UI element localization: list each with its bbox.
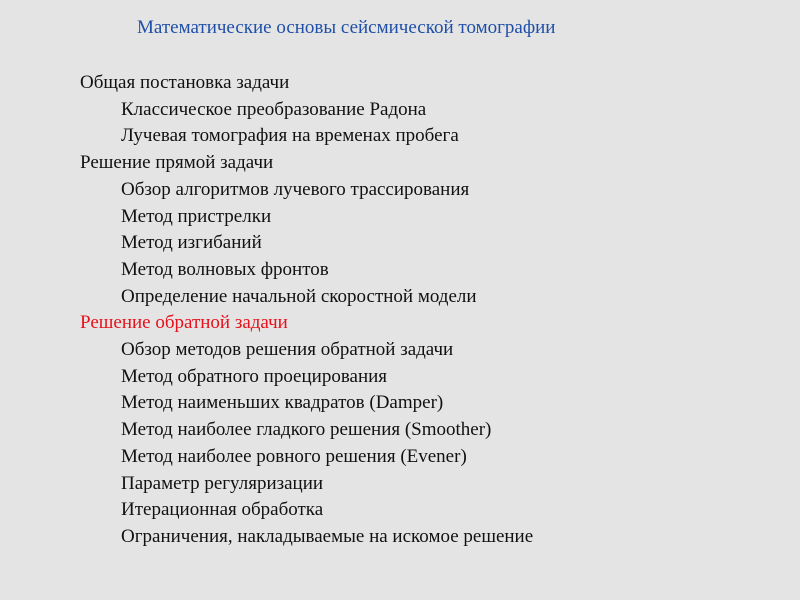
outline-item: Метод пристрелки: [121, 205, 272, 227]
outline-item: Метод обратного проецирования: [121, 365, 388, 387]
outline-item: Решение прямой задачи: [80, 152, 274, 174]
outline-item: Обзор методов решения обратной задачи: [121, 339, 454, 361]
outline-item: Метод волновых фронтов: [121, 258, 329, 280]
outline-item: Обзор алгоритмов лучевого трассирования: [121, 178, 470, 200]
outline-item: Итерационная обработка: [121, 499, 324, 521]
slide-title: Математические основы сейсмической томографии: [137, 17, 556, 38]
outline-item: Лучевая томография на временах пробега: [121, 125, 459, 147]
outline-item: Метод наименьших квадратов (Damper): [121, 392, 444, 414]
outline-item: Определение начальной скоростной модели: [121, 285, 477, 307]
outline-item: Параметр регуляризации: [121, 472, 324, 494]
outline-item: Метод наиболее гладкого решения (Smoother): [121, 419, 492, 441]
outline-item: Метод изгибаний: [121, 232, 262, 254]
outline-item: Метод наиболее ровного решения (Evener): [121, 445, 467, 467]
outline-item: Классическое преобразование Радона: [121, 98, 427, 120]
outline-item: Общая постановка задачи: [80, 72, 290, 93]
outline-item: Ограничения, накладываемые на искомое решение: [121, 525, 534, 547]
outline-list: [80, 70, 533, 551]
outline-item: Решение обратной задачи: [80, 312, 288, 334]
